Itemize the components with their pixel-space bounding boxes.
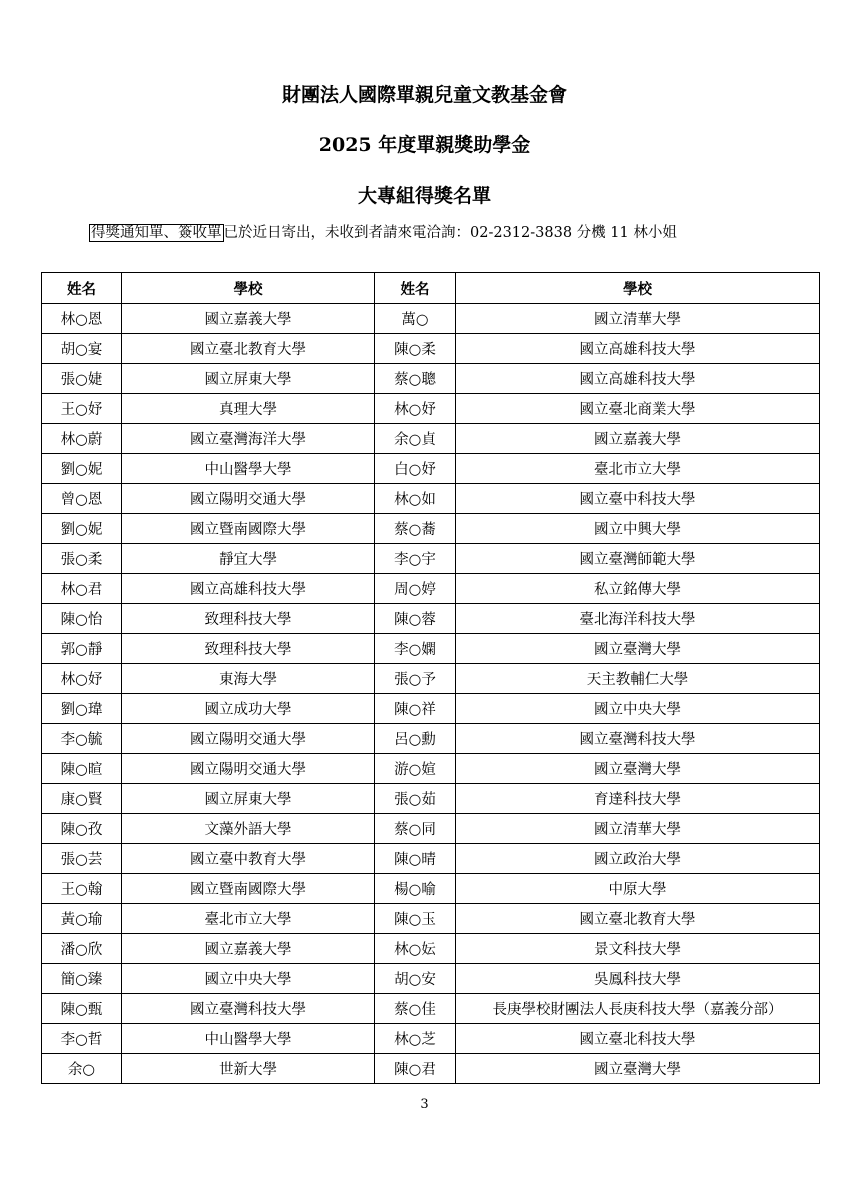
school-name: 國立臺灣大學 — [456, 634, 820, 664]
school-name: 國立中興大學 — [456, 514, 820, 544]
student-name: 周○婷 — [375, 574, 456, 604]
school-name: 靜宜大學 — [122, 544, 375, 574]
school-name: 臺北市立大學 — [122, 904, 375, 934]
student-name: 白○妤 — [375, 454, 456, 484]
school-name: 國立中央大學 — [456, 694, 820, 724]
table-row — [42, 484, 820, 514]
student-name: 林○妤 — [42, 664, 122, 694]
school-name: 國立臺北科技大學 — [456, 1024, 820, 1054]
student-name: 蔡○佳 — [375, 994, 456, 1024]
document-subtitle: 大專組得獎名單 — [357, 185, 491, 207]
table-row — [42, 604, 820, 634]
student-name: 張○婕 — [42, 364, 122, 394]
table-row — [42, 964, 820, 994]
student-name: 劉○妮 — [42, 454, 122, 484]
school-name: 國立臺中教育大學 — [122, 844, 375, 874]
school-name: 長庚學校財團法人長庚科技大學（嘉義分部） — [456, 994, 820, 1024]
header-name-1: 姓名 — [42, 273, 122, 304]
school-name: 致理科技大學 — [122, 634, 375, 664]
school-name: 私立銘傳大學 — [456, 574, 820, 604]
school-name: 國立臺北教育大學 — [122, 334, 375, 364]
school-name: 國立臺灣大學 — [456, 754, 820, 784]
table-row — [42, 544, 820, 574]
school-name: 國立屏東大學 — [122, 364, 375, 394]
student-name: 張○柔 — [42, 544, 122, 574]
notice-text: 已於近日寄出，未收到者請來電洽詢：02-2312-3838 分機 11 林小姐 — [223, 225, 677, 241]
school-name: 中原大學 — [456, 874, 820, 904]
school-name: 國立臺灣科技大學 — [122, 994, 375, 1024]
school-name: 國立暨南國際大學 — [122, 874, 375, 904]
table-row — [42, 364, 820, 394]
student-name: 林○君 — [42, 574, 122, 604]
student-name: 林○妤 — [375, 394, 456, 424]
student-name: 劉○妮 — [42, 514, 122, 544]
winners-table — [41, 272, 820, 1084]
table-row — [42, 754, 820, 784]
student-name: 陳○甄 — [42, 994, 122, 1024]
student-name: 呂○勳 — [375, 724, 456, 754]
school-name: 世新大學 — [122, 1054, 375, 1084]
table-row — [42, 454, 820, 484]
student-name: 張○芸 — [42, 844, 122, 874]
student-name: 陳○暄 — [42, 754, 122, 784]
table-row — [42, 634, 820, 664]
table-row — [42, 514, 820, 544]
school-name: 國立嘉義大學 — [456, 424, 820, 454]
student-name: 林○恩 — [42, 304, 122, 334]
student-name: 余○ — [42, 1054, 122, 1084]
student-name: 蔡○聰 — [375, 364, 456, 394]
student-name: 陳○蓉 — [375, 604, 456, 634]
table-row — [42, 784, 820, 814]
table-row — [42, 664, 820, 694]
student-name: 潘○欣 — [42, 934, 122, 964]
student-name: 胡○宴 — [42, 334, 122, 364]
school-name: 國立陽明交通大學 — [122, 754, 375, 784]
student-name: 李○毓 — [42, 724, 122, 754]
student-name: 林○蔚 — [42, 424, 122, 454]
school-name: 天主教輔仁大學 — [456, 664, 820, 694]
school-name: 國立成功大學 — [122, 694, 375, 724]
student-name: 陳○祥 — [375, 694, 456, 724]
student-name: 張○予 — [375, 664, 456, 694]
school-name: 文藻外語大學 — [122, 814, 375, 844]
header-school-2: 學校 — [456, 273, 820, 304]
school-name: 國立臺灣師範大學 — [456, 544, 820, 574]
school-name: 國立臺灣大學 — [456, 1054, 820, 1084]
school-name: 國立暨南國際大學 — [122, 514, 375, 544]
table-row — [42, 334, 820, 364]
school-name: 國立嘉義大學 — [122, 304, 375, 334]
student-name: 陳○君 — [375, 1054, 456, 1084]
student-name: 郭○靜 — [42, 634, 122, 664]
school-name: 國立高雄科技大學 — [456, 334, 820, 364]
table-header-row — [42, 273, 820, 304]
student-name: 劉○瑋 — [42, 694, 122, 724]
school-name: 吳鳳科技大學 — [456, 964, 820, 994]
student-name: 王○妤 — [42, 394, 122, 424]
table-row — [42, 1024, 820, 1054]
school-name: 中山醫學大學 — [122, 454, 375, 484]
table-row — [42, 1054, 820, 1084]
student-name: 余○貞 — [375, 424, 456, 454]
table-row — [42, 814, 820, 844]
school-name: 國立清華大學 — [456, 304, 820, 334]
school-name: 國立陽明交通大學 — [122, 724, 375, 754]
student-name: 李○宇 — [375, 544, 456, 574]
school-name: 國立陽明交通大學 — [122, 484, 375, 514]
school-name: 致理科技大學 — [122, 604, 375, 634]
student-name: 林○妘 — [375, 934, 456, 964]
student-name: 簡○臻 — [42, 964, 122, 994]
table-row — [42, 904, 820, 934]
student-name: 王○翰 — [42, 874, 122, 904]
notice-line — [89, 221, 677, 242]
table-row — [42, 934, 820, 964]
table-row — [42, 574, 820, 604]
school-name: 育達科技大學 — [456, 784, 820, 814]
student-name: 林○芝 — [375, 1024, 456, 1054]
student-name: 胡○安 — [375, 964, 456, 994]
school-name: 真理大學 — [122, 394, 375, 424]
table-body — [42, 304, 820, 1084]
school-name: 臺北市立大學 — [456, 454, 820, 484]
school-name: 東海大學 — [122, 664, 375, 694]
school-name: 中山醫學大學 — [122, 1024, 375, 1054]
school-name: 景文科技大學 — [456, 934, 820, 964]
school-name: 國立臺灣科技大學 — [456, 724, 820, 754]
school-name: 國立臺北教育大學 — [456, 904, 820, 934]
student-name: 張○茹 — [375, 784, 456, 814]
header-school-1: 學校 — [122, 273, 375, 304]
school-name: 國立高雄科技大學 — [122, 574, 375, 604]
school-name: 臺北海洋科技大學 — [456, 604, 820, 634]
header-name-2: 姓名 — [375, 273, 456, 304]
school-name: 國立嘉義大學 — [122, 934, 375, 964]
student-name: 曾○恩 — [42, 484, 122, 514]
student-name: 李○哲 — [42, 1024, 122, 1054]
table-row — [42, 394, 820, 424]
student-name: 陳○柔 — [375, 334, 456, 364]
table-row — [42, 724, 820, 754]
student-name: 康○賢 — [42, 784, 122, 814]
student-name: 黃○瑜 — [42, 904, 122, 934]
school-name: 國立中央大學 — [122, 964, 375, 994]
student-name: 楊○喻 — [375, 874, 456, 904]
student-name: 蔡○同 — [375, 814, 456, 844]
document-title: 2025 年度單親獎助學金 — [318, 134, 531, 156]
table-row — [42, 844, 820, 874]
school-name: 國立高雄科技大學 — [456, 364, 820, 394]
school-name: 國立臺北商業大學 — [456, 394, 820, 424]
table-row — [42, 994, 820, 1024]
page-number: 3 — [420, 1097, 429, 1112]
student-name: 陳○怡 — [42, 604, 122, 634]
student-name: 陳○晴 — [375, 844, 456, 874]
student-name: 李○嫻 — [375, 634, 456, 664]
student-name: 陳○玉 — [375, 904, 456, 934]
table-row — [42, 304, 820, 334]
table-row — [42, 874, 820, 904]
school-name: 國立清華大學 — [456, 814, 820, 844]
school-name: 國立臺灣海洋大學 — [122, 424, 375, 454]
school-name: 國立屏東大學 — [122, 784, 375, 814]
student-name: 林○如 — [375, 484, 456, 514]
student-name: 游○媗 — [375, 754, 456, 784]
notice-boxed-text: 得獎通知單、簽收單 — [91, 225, 222, 241]
table-row — [42, 424, 820, 454]
student-name: 萬○ — [375, 304, 456, 334]
student-name: 陳○孜 — [42, 814, 122, 844]
school-name: 國立政治大學 — [456, 844, 820, 874]
student-name: 蔡○蕎 — [375, 514, 456, 544]
school-name: 國立臺中科技大學 — [456, 484, 820, 514]
table-row — [42, 694, 820, 724]
organization-title: 財團法人國際單親兒童文教基金會 — [281, 84, 567, 106]
